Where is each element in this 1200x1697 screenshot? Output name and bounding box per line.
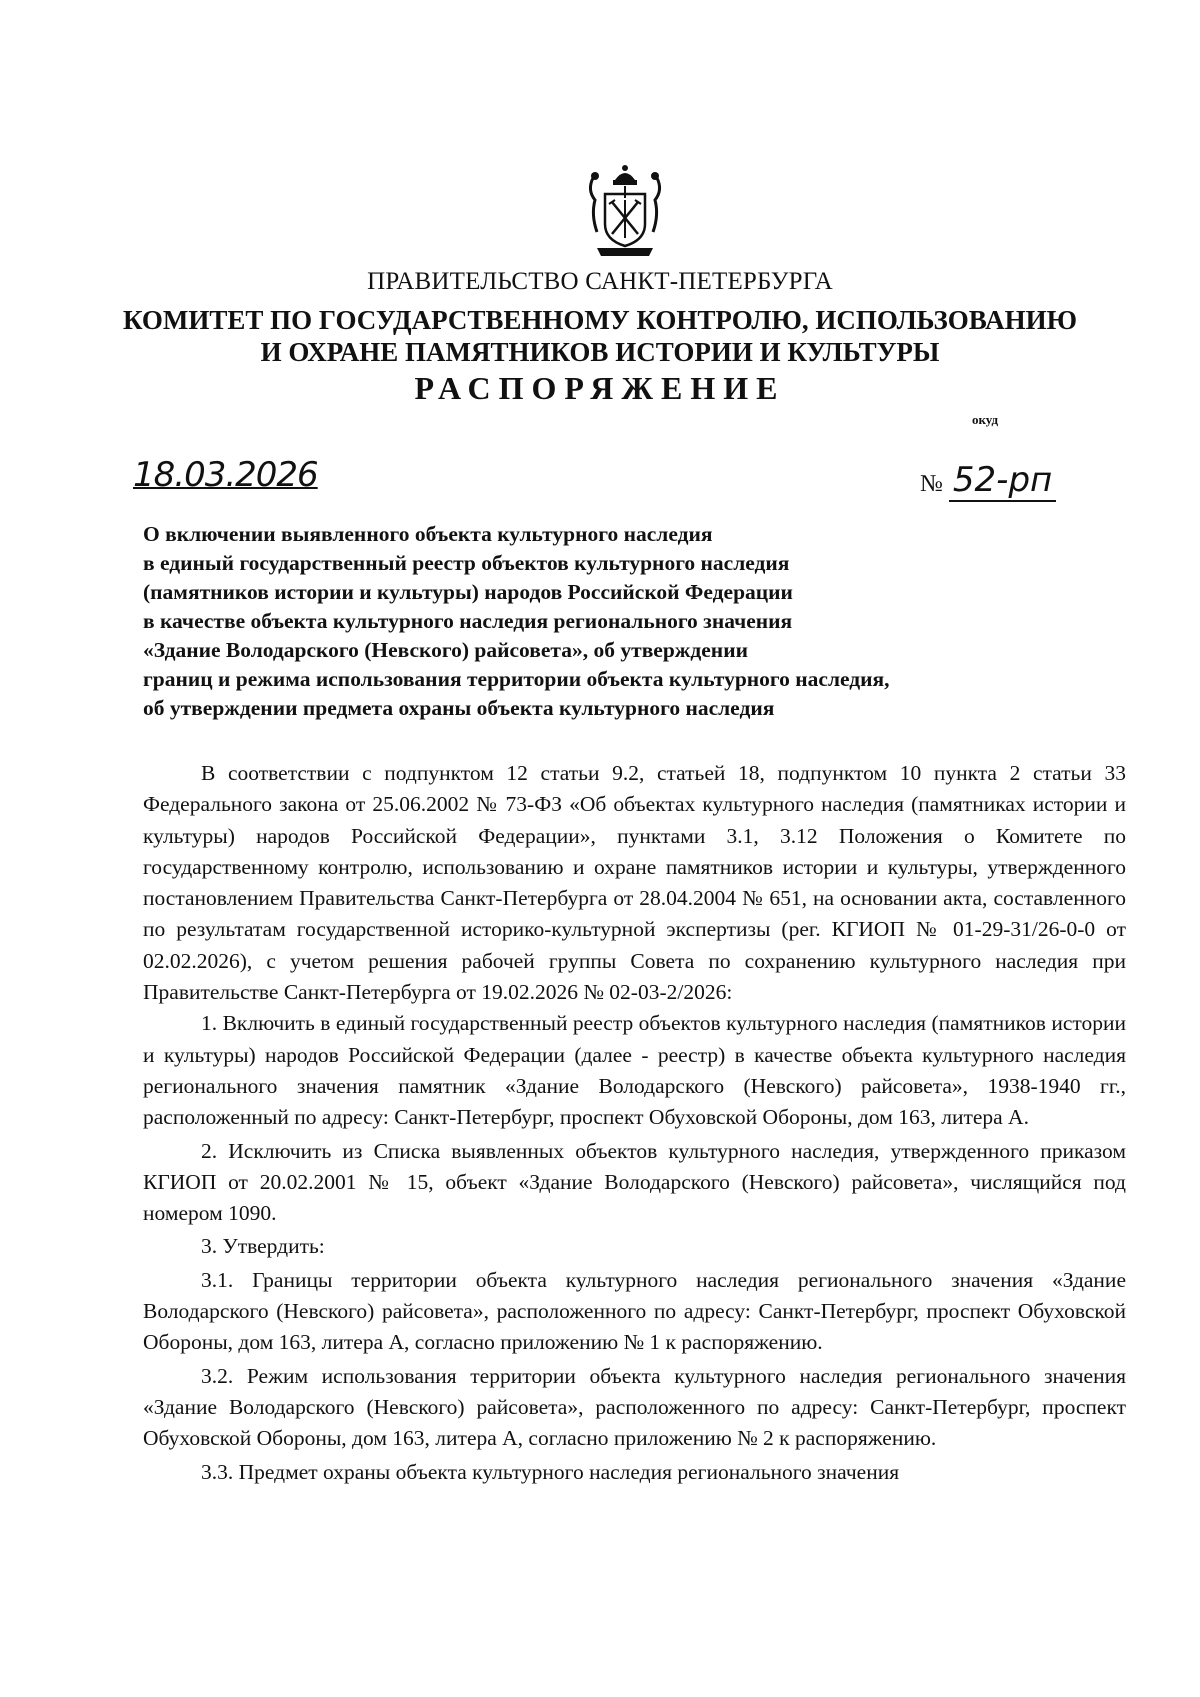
item-3-1-paragraph: 3.1. Границы территории объекта культурного наследия регионального значения «Здание Володарского (Невского) райсовета», расположенного по адресу: Санкт-Петербург, проспект Обуховской Обороны, дом 163, литера А, согласно приложению № 1 к распоряжению. [143, 1267, 1126, 1355]
number-value: 52-рп [949, 460, 1056, 502]
title-line: (памятников истории и культуры) народов Российской Федерации [143, 580, 793, 604]
document-title [143, 520, 1043, 723]
item-2-paragraph: 2. Исключить из Списка выявленных объектов культурного наследия, утвержденного приказом КГИОП от 20.02.2001 № 15, объект «Здание Володарского (Невского) райсовета», числящийся под номером 1090. [143, 1138, 1126, 1226]
document-date: 18.03.2026 [133, 455, 318, 495]
government-name: ПРАВИТЕЛЬСТВО САНКТ-ПЕТЕРБУРГА [367, 268, 833, 295]
committee-line: КОМИТЕТ ПО ГОСУДАРСТВЕННОМУ КОНТРОЛЮ, ИСПОЛЬЗОВАНИЮ [123, 305, 1077, 335]
committee-line: И ОХРАНЕ ПАМЯТНИКОВ ИСТОРИИ И КУЛЬТУРЫ [260, 337, 940, 367]
title-line: границ и режима использования территории объекта культурного наследия, [143, 667, 890, 691]
document-body [143, 758, 1126, 1490]
okud-label: окуд [972, 412, 999, 427]
item-3-2-paragraph: 3.2. Режим использования территории объекта культурного наследия регионального значения «Здание Володарского (Невского) райсовета», расположенного по адресу: Санкт-Петербург, проспект Обуховской Обороны, дом 163, литера А, согласно приложению № 2 к распоряжению. [143, 1363, 1126, 1451]
title-line: «Здание Володарского (Невского) райсовета», об утверждении [143, 638, 748, 662]
document-type: РАСПОРЯЖЕНИЕ [414, 370, 786, 406]
number-prefix: № [920, 471, 943, 497]
title-line: О включении выявленного объекта культурного наследия [143, 522, 713, 546]
title-line: об утверждении предмета охраны объекта культурного наследия [143, 696, 775, 720]
title-line: в единый государственный реестр объектов культурного наследия [143, 551, 790, 575]
saint-petersburg-coat-of-arms-icon [585, 160, 665, 260]
item-1-paragraph: 1. Включить в единый государственный реестр объектов культурного наследия (памятников истории и культуры) народов Российской Федерации (далее - реестр) в качестве объекта культурного наследия регионального значения памятник «Здание Володарского (Невского) райсовета», 1938-1940 гг., расположенный по адресу: Санкт-Петербург, проспект Обуховской Обороны, дом 163, литера А. [143, 1011, 1126, 1130]
preamble-paragraph: В соответствии с подпунктом 12 статьи 9.2, статьей 18, подпунктом 10 пункта 2 статьи 33 Федерального закона от 25.06.2002 № 73-ФЗ «Об объектах культурного наследия (памятниках истории и культуры) народов Российской Федерации», пунктами 3.1, 3.12 Положения о Комитете по государственному контролю, использованию и охране памятников истории и культуры, утвержденного постановлением Правительства Санкт-Петербурга от 28.04.2004 № 651, на основании акта, составленного по результатам государственной историко-культурной экспертизы (рег. КГИОП № 01-29-31/26-0-0 от 02.02.2026), с учетом решения рабочей группы Совета по сохранению культурного наследия при Правительстве Санкт-Петербурга от 19.02.2026 № 02-03-2/2026: [143, 761, 1126, 1005]
item-3-3-paragraph: 3.3. Предмет охраны объекта культурного наследия регионального значения [201, 1459, 900, 1484]
committee-name [0, 304, 1200, 368]
title-line: в качестве объекта культурного наследия регионального значения [143, 609, 793, 633]
item-3-paragraph: 3. Утвердить: [201, 1234, 325, 1259]
document-number [920, 460, 1056, 500]
